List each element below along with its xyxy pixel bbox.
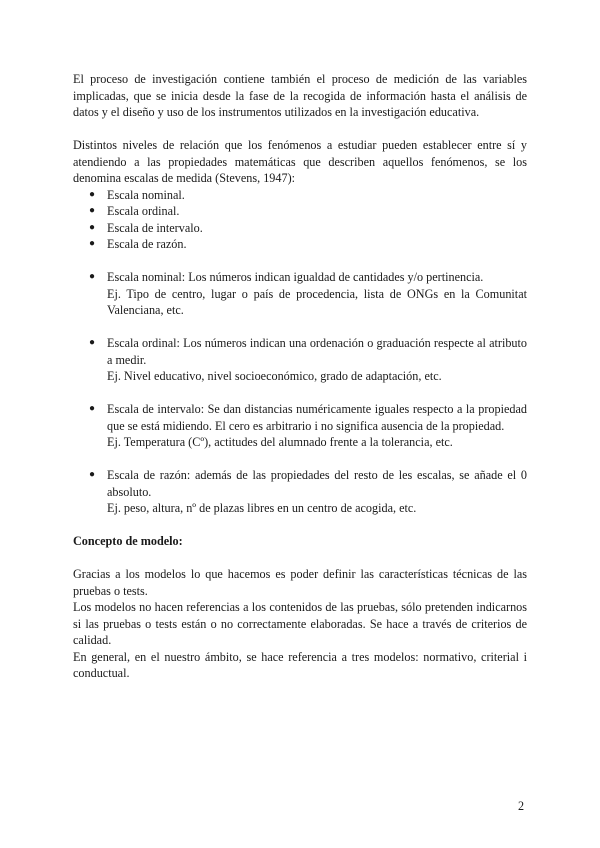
list-item: ● Escala nominal. [89,187,185,202]
spacer [73,253,527,270]
scale-definition-ordinal [73,335,527,368]
bullet-icon: ● [89,221,96,233]
list-item: ● Escala de razón. [89,237,187,251]
scale-definition: ● Escala de razón: además de las propiedades del resto de les escalas, se añade el 0 absoluto. [89,468,527,499]
levels-paragraph: Distintos niveles de relación que los fenómenos a estudiar pueden establecer entre sí y atendiendo a las propiedades matemáticas que describen aquellos fenómenos, se los denomina escalas de medida (Stevens, 1947): [73,138,527,185]
scale-definition-interval [73,401,527,434]
bullet-icon: ● [89,205,96,216]
scale-definition: ● Escala nominal: Los números indican igualdad de cantidades y/o pertinencia. [89,270,484,284]
spacer [73,451,527,468]
spacer [73,517,527,534]
spacer [73,319,527,336]
scale-example: Ej. Tipo de centro, lugar o país de procedencia, lista de ONGs en la Comunitat Valenciana, etc. [107,286,527,317]
scale-example: Ej. Nivel educativo, nivel socioeconómico, grado de adaptación, etc. [107,369,442,383]
model-paragraph: Gracias a los modelos lo que hacemos es poder definir las características técnicas de las pruebas o tests. [73,567,527,598]
model-paragraph: En general, en el nuestro ámbito, se hace referencia a tres modelos: normativo, criterial i conductual. [73,649,527,680]
page-number: 2 [518,799,525,813]
scale-definition-ratio [73,467,527,500]
scale-example: Ej. peso, altura, nº de plazas libres en un centro de acogida, etc. [107,501,417,515]
bullet-icon: ● [89,403,96,414]
spacer [73,385,527,402]
spacer [73,550,527,567]
bullet-icon: ● [89,337,96,348]
bullet-icon: ● [89,188,96,200]
scale-example: Ej. Temperatura (Cº), actitudes del alumnado frente a la tolerancia, etc. [107,435,453,449]
model-paragraph: Los modelos no hacen referencias a los contenidos de las pruebas, sólo pretenden indicarnos si las pruebas o tests están o no correctamente elaboradas. Se hace a través de criterios de calidad. [73,600,527,647]
scale-definition: ● Escala de intervalo: Se dan distancias numéricamente iguales respecto a la propiedad que se está midiendo. El cero es arbitrario i no significa ausencia de la propiedad. [89,402,527,433]
bullet-icon: ● [89,238,96,249]
scale-list [73,187,527,253]
model-heading: Concepto de modelo: [73,534,183,548]
bullet-icon: ● [89,469,96,480]
spacer [73,121,527,138]
scale-definition: ● Escala ordinal: Los números indican una ordenación o graduación respecte al atributo a medir. [89,336,527,367]
page-content [73,71,527,682]
intro-paragraph: El proceso de investigación contiene también el proceso de medición de las variables implicadas, que se inicia desde la fase de la recogida de información hasta el análisis de datos y el diseño y uso de los instrumentos utilizados en la investigación educativa. [73,72,527,119]
bullet-icon: ● [89,271,96,282]
list-item: ● Escala ordinal. [89,204,180,218]
list-item: ● Escala de intervalo. [89,220,203,235]
scale-definition-nominal [73,269,527,286]
